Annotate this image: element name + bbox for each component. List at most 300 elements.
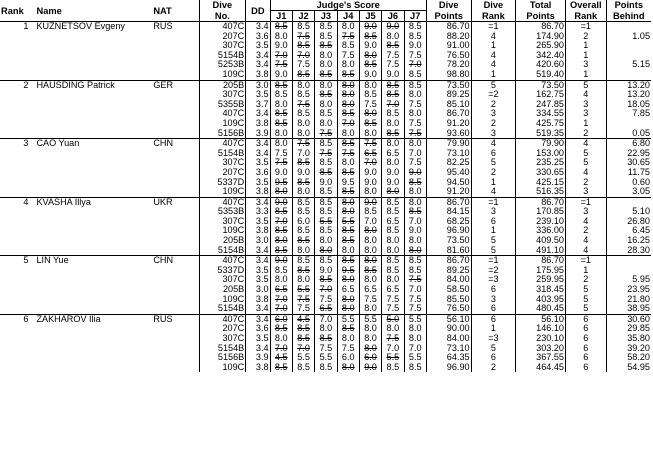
judge-score: 8.0 [337,246,359,256]
dive-points: 91.00 [446,41,470,51]
judge-score: 8.0 [382,139,404,149]
judge-score-discarded: 7.5 [337,32,359,42]
overall-rank: 1 [565,70,606,80]
athlete-rank-blank [0,246,32,256]
judge-score: 7.5 [404,51,426,61]
points-behind: 58.20 [606,353,651,363]
total-points-header-line2: Points [516,11,566,22]
judge-score: 7.5 [404,119,426,129]
dive-row [0,324,651,334]
judge-score-discarded: 5.0 [382,314,404,324]
athlete-rank-blank [0,149,32,159]
judge-score: 8.0 [270,275,292,285]
dive-number: 407C [199,109,246,119]
overall-rank: 5 [565,285,606,295]
overall-rank-header: Overall [565,0,606,11]
dive-number: 205B [199,80,246,90]
total-points: 175.95 [516,266,566,276]
overall-rank: 5 [565,149,606,159]
judge-score-discarded: 8.5 [315,168,337,178]
points-behind: 3.05 [606,187,651,197]
athlete-block [0,22,651,81]
dive-row [0,334,651,344]
judge-score-discarded: 8.5 [359,119,381,129]
athlete-nat: UKR [152,197,199,207]
dive-rank: 5 [471,80,516,90]
athlete-name-blank [32,119,152,129]
judge-score-discarded: 8.5 [270,109,292,119]
judge-score: 9.0 [382,178,404,188]
judge-score-discarded: 8.5 [270,207,292,217]
dive-points: 64.35 [446,353,470,363]
dive-row [0,100,651,110]
athlete-rank-blank [0,60,32,70]
athlete-name-blank [32,304,152,314]
total-points: 336.00 [516,226,566,236]
judge-score-discarded: 5.5 [382,353,404,363]
judge-score-discarded: 7.5 [270,158,292,168]
dive-number: 109C [199,187,246,197]
degree-of-difficulty: 3.5 [246,266,270,276]
judge-score: 8.0 [382,324,404,334]
dive-number: 407C [199,314,246,324]
athlete-name-blank [32,187,152,197]
degree-of-difficulty: 3.5 [246,217,270,227]
judge-score: 8.5 [270,90,292,100]
dive-number: 5154B [199,344,246,354]
dive-row [0,217,651,227]
athlete-nat-blank [152,334,199,344]
athlete-rank-blank [0,90,32,100]
judge-score: 8.5 [315,32,337,42]
judge-score-discarded: 7.5 [404,275,426,285]
judge-score: 7.0 [404,285,426,295]
dive-row [0,314,651,324]
dive-number: 205B [199,236,246,246]
athlete-name-blank [32,246,152,256]
judge-score: 5.5 [337,314,359,324]
points-behind [606,70,651,80]
dive-rank: 5 [471,236,516,246]
judge-score: 8.0 [404,334,426,344]
dive-number: 205B [199,285,246,295]
dive-no-header-line2: No. [199,11,246,22]
athlete-block [0,139,651,198]
judge-score: 8.5 [404,266,426,276]
dive-points: 73.10 [446,148,470,158]
dive-row [0,70,651,80]
judge-score-discarded: 8.5 [337,236,359,246]
degree-of-difficulty: 3.8 [246,363,270,373]
athlete-rank-blank [0,363,32,373]
judge-score-discarded: 8.5 [337,139,359,149]
judge-score: 8.0 [315,100,337,110]
athlete-name-blank [32,334,152,344]
judge-score: 8.5 [315,158,337,168]
total-points: 230.10 [516,334,566,344]
overall-rank: 1 [565,266,606,276]
judge-score: 7.5 [404,100,426,110]
judge-score: 8.0 [315,51,337,61]
athlete-nat-blank [152,178,199,188]
dive-rank: 6 [471,314,516,324]
total-points: 318.45 [516,285,566,295]
athlete-name: ZAKHAROV Ilia [32,314,152,324]
athlete-name-blank [32,60,152,70]
judge-score: 7.5 [359,100,381,110]
judge-score: 8.5 [404,363,426,373]
overall-rank: 6 [565,344,606,354]
judge-score: 9.0 [315,178,337,188]
judge-score-discarded: 8.5 [337,109,359,119]
judge-score: 6.5 [359,285,381,295]
dive-number: 307C [199,158,246,168]
overall-rank: 2 [565,178,606,188]
dive-number: 407C [199,139,246,149]
overall-rank: 3 [565,100,606,110]
judge-score-discarded: 8.5 [292,236,314,246]
dive-row [0,22,651,32]
dive-points: 73.50 [426,80,471,90]
dive-points: 81.60 [446,245,470,255]
total-points: 464.45 [516,363,566,373]
athlete-rank-blank [0,266,32,276]
judge-score-discarded: 8.0 [337,363,359,373]
dive-points: 93.60 [446,128,470,138]
judge-score-discarded: 7.0 [359,158,381,168]
judge-score-discarded: 8.0 [270,187,292,197]
athlete-name-blank [32,32,152,42]
athlete-name-blank [32,353,152,363]
athlete-name-blank [32,285,152,295]
points-behind: 0.05 [606,129,651,139]
judge-score: 8.5 [292,197,314,207]
judge-score: 8.0 [292,119,314,129]
athlete-name-blank [32,109,152,119]
dive-number: 5154B [199,149,246,159]
athlete-block [0,314,651,372]
points-behind [606,41,651,51]
degree-of-difficulty: 3.4 [246,256,270,266]
judge-score-discarded: 6.5 [315,304,337,314]
dive-rank-header-line2: Rank [471,11,516,22]
judge-score: 8.0 [315,324,337,334]
judge-score: 9.0 [270,41,292,51]
judge-score: 8.0 [292,187,314,197]
athlete-name-blank [32,207,152,217]
judge-score: 8.5 [292,363,314,373]
judge-score: 7.5 [337,344,359,354]
athlete-rank: 6 [0,314,32,324]
judge-score-discarded: 8.0 [359,109,381,119]
athlete-name-blank [32,149,152,159]
dive-number: 5337D [199,178,246,188]
judge-1-header: J1 [270,11,292,22]
judge-score: 6.5 [382,217,404,227]
degree-of-difficulty: 3.4 [246,344,270,354]
athlete-rank-blank [0,275,32,285]
table-header [0,0,651,22]
athlete-nat: RUS [152,22,199,32]
dive-rank: 6 [471,353,516,363]
judge-score: 8.5 [337,41,359,51]
judge-score: 5.5 [404,353,426,363]
judge-score: 9.0 [404,41,426,51]
judge-score-discarded: 8.5 [315,275,337,285]
judge-score: 8.0 [404,90,426,100]
degree-of-difficulty: 3.4 [246,109,270,119]
athlete-nat-blank [152,285,199,295]
points-behind: 29.85 [606,324,651,334]
judge-score: 8.5 [382,109,404,119]
degree-of-difficulty: 3.4 [246,139,270,149]
judge-score: 8.5 [315,109,337,119]
dive-rank: 4 [471,139,516,149]
judge-score-discarded: 7.5 [359,139,381,149]
dive-points: 58.50 [446,285,470,295]
degree-of-difficulty: 3.9 [246,353,270,363]
judge-score-discarded: 8.5 [382,129,404,139]
judge-score-discarded: 7.5 [315,149,337,159]
judge-score-discarded: 8.5 [292,324,314,334]
total-points: 330.65 [516,168,566,178]
degree-of-difficulty: 3.6 [246,324,270,334]
dive-rank: 6 [471,217,516,227]
overall-rank: 2 [565,129,606,139]
judge-score-discarded: 8.0 [359,51,381,61]
judge-score: 6.5 [337,285,359,295]
dive-row [0,60,651,70]
athlete-nat-blank [152,266,199,276]
judge-score: 8.0 [404,187,426,197]
judge-score-discarded: 8.0 [337,80,359,90]
judge-score-discarded: 8.5 [270,80,292,90]
total-points: 420.60 [516,60,566,70]
degree-of-difficulty: 3.4 [246,149,270,159]
athlete-rank-blank [0,109,32,119]
judge-score-discarded: 8.5 [292,158,314,168]
dive-rank: 3 [471,295,516,305]
degree-of-difficulty: 3.8 [246,119,270,129]
judge-score-discarded: 8.5 [359,32,381,42]
dive-number: 5154B [199,304,246,314]
athlete-name: KUZNETSOV Evgeny [32,22,152,32]
dive-rank: 3 [471,109,516,119]
judge-score: 7.0 [315,314,337,324]
judge-score: 9.0 [270,168,292,178]
dive-rank: 1 [471,41,516,51]
dive-points: 78.20 [446,60,470,70]
dive-rank: 5 [471,246,516,256]
dive-number: 109C [199,70,246,80]
judge-score-discarded: 8.0 [359,344,381,354]
judge-score-discarded: 8.5 [315,334,337,344]
judge-score-discarded: 9.5 [337,266,359,276]
judge-score: 9.0 [270,70,292,80]
judge-score: 8.5 [404,80,426,90]
dive-row [0,285,651,295]
judge-score-discarded: 8.5 [270,119,292,129]
points-behind: 13.20 [606,90,651,100]
athlete-nat-blank [152,100,199,110]
dive-row [0,129,651,139]
dive-number: 109C [199,363,246,373]
overall-rank: 4 [565,217,606,227]
judge-score-discarded: 7.0 [382,100,404,110]
degree-of-difficulty: 3.5 [246,90,270,100]
dive-number: 5156B [199,353,246,363]
judge-score: 8.5 [382,226,404,236]
overall-rank: 4 [565,90,606,100]
degree-of-difficulty: 3.6 [246,168,270,178]
judge-score-discarded: 8.5 [270,226,292,236]
athlete-nat-blank [152,119,199,129]
dd-header: DD [246,0,270,22]
athlete-name-blank [32,217,152,227]
judge-score-discarded: 9.0 [359,363,381,373]
degree-of-difficulty: 3.0 [246,285,270,295]
points-behind [606,197,651,207]
athlete-name-blank [32,129,152,139]
athlete-name-blank [32,363,152,373]
dive-row [0,363,651,373]
judge-score: 8.0 [270,139,292,149]
degree-of-difficulty: 3.4 [246,314,270,324]
athlete-name-blank [32,226,152,236]
total-points: 519.35 [516,129,566,139]
judge-score-discarded: 8.5 [382,41,404,51]
total-points: 146.10 [516,324,566,334]
total-points: 56.10 [516,314,566,324]
athlete-rank: 5 [0,256,32,266]
dive-row [0,275,651,285]
dive-number: 207C [199,324,246,334]
dive-number: 307C [199,275,246,285]
athlete-rank-blank [0,207,32,217]
total-points: 170.85 [516,207,566,217]
judge-score: 9.0 [359,168,381,178]
dive-rank: 6 [471,285,516,295]
points-behind: 18.05 [606,100,651,110]
athlete-rank-blank [0,41,32,51]
dive-rank: 3 [471,129,516,139]
dive-rank: =2 [471,266,516,276]
athlete-rank: 2 [0,80,32,90]
judge-score-discarded: 6.5 [270,285,292,295]
athlete-rank-blank [0,178,32,188]
judge-score: 8.5 [292,22,314,32]
judge-score-discarded: 9.0 [382,22,404,32]
judge-score: 8.0 [337,129,359,139]
dive-row [0,304,651,314]
dive-rank: 1 [471,324,516,334]
points-behind [606,51,651,61]
judge-score: 7.5 [315,295,337,305]
dive-number: 307C [199,334,246,344]
dive-rank: 5 [471,344,516,354]
total-points: 73.50 [516,80,566,90]
dive-rank: 2 [471,168,516,178]
judge-score: 7.0 [359,217,381,227]
athlete-rank: 4 [0,197,32,207]
athlete-name-blank [32,344,152,354]
judge-score: 8.0 [270,334,292,344]
total-points: 519.40 [516,70,566,80]
judge-score: 6.0 [292,217,314,227]
athlete-nat-blank [152,304,199,314]
judge-score: 7.0 [404,149,426,159]
judge-score: 8.5 [292,109,314,119]
overall-rank: 1 [565,41,606,51]
overall-rank-header-line2: Rank [565,11,606,22]
dive-rank-header: Dive [471,0,516,11]
total-points: 425.75 [516,119,566,129]
judge-score: 8.0 [337,158,359,168]
judge-score: 8.0 [404,139,426,149]
judge-score: 6.0 [337,353,359,363]
dive-rank: 2 [471,363,516,373]
dive-points: 86.70 [426,256,471,266]
judge-score: 7.5 [359,295,381,305]
dive-rank: 5 [471,158,516,168]
judge-score-discarded: 8.0 [404,246,426,256]
athlete-name-blank [32,51,152,61]
dive-points: 82.25 [446,158,470,168]
judge-score: 8.0 [382,158,404,168]
dive-row [0,353,651,363]
judge-score: 8.0 [404,236,426,246]
athlete-rank-blank [0,334,32,344]
points-behind: 5.10 [606,207,651,217]
athlete-name: CAO Yuan [32,139,152,149]
athlete-nat-blank [152,236,199,246]
dive-row [0,119,651,129]
dive-row [0,109,651,119]
points-behind-header: Points [606,0,651,11]
degree-of-difficulty: 3.4 [246,246,270,256]
athlete-nat-blank [152,32,199,42]
athlete-rank-blank [0,304,32,314]
points-behind: 6.45 [606,226,651,236]
dive-number: 5337D [199,266,246,276]
dive-rank: 2 [471,119,516,129]
total-points: 265.90 [516,41,566,51]
dive-points: 85.50 [446,294,470,304]
overall-rank: 4 [565,236,606,246]
degree-of-difficulty: 3.6 [246,32,270,42]
judge-score: 8.0 [382,275,404,285]
dive-row [0,90,651,100]
judge-score-discarded: 8.5 [315,70,337,80]
athlete-rank-blank [0,344,32,354]
judge-score-discarded: 8.5 [292,266,314,276]
judge-score-discarded: 8.5 [337,256,359,266]
athlete-nat-blank [152,109,199,119]
judge-score: 8.5 [404,22,426,32]
dive-points-header-line2: Points [426,11,471,22]
dive-number: 5154B [199,246,246,256]
judge-score: 8.0 [359,324,381,334]
judge-5-header: J5 [359,11,381,22]
judge-score-discarded: 7.0 [270,304,292,314]
judge-score: 9.0 [292,168,314,178]
judge-score-discarded: 8.0 [337,90,359,100]
degree-of-difficulty: 3.9 [246,129,270,139]
judge-score: 8.5 [382,197,404,207]
athlete-rank-blank [0,217,32,227]
dive-row [0,266,651,276]
points-behind: 7.85 [606,109,651,119]
